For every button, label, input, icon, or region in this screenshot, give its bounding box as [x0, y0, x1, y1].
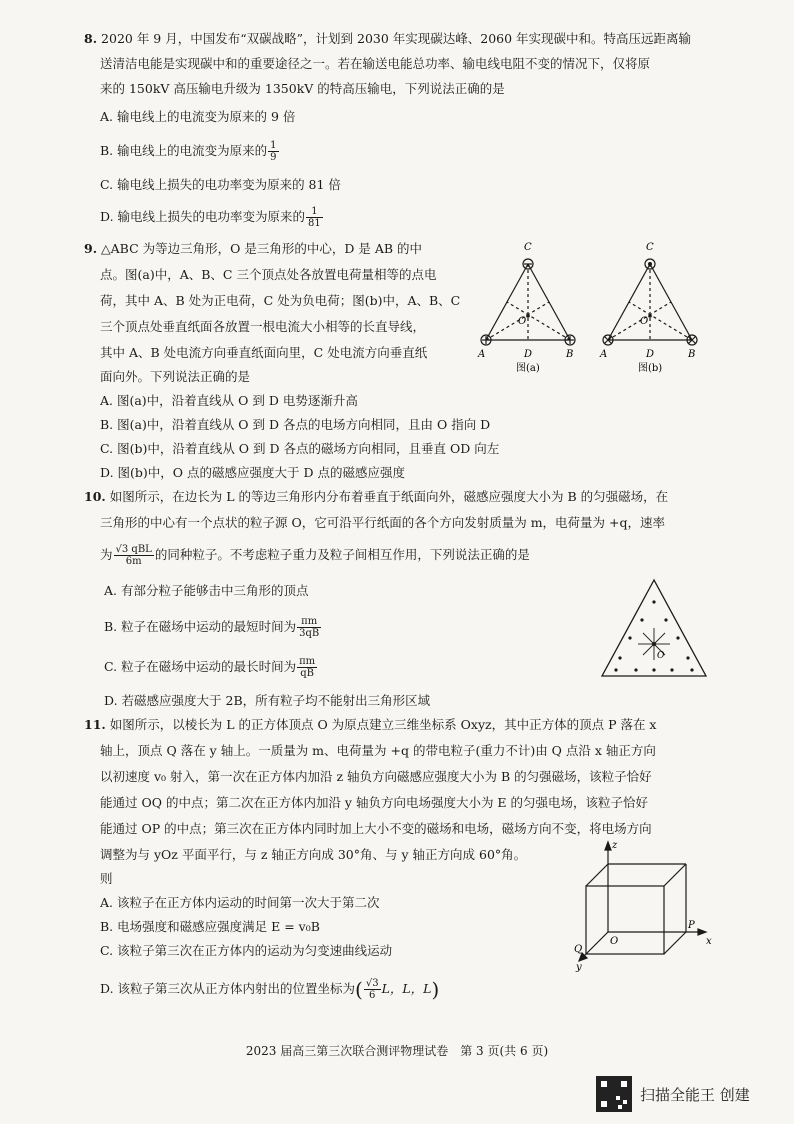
q11-left-paren: ( — [355, 977, 363, 1002]
q10-speed-fraction — [114, 544, 154, 567]
q11-cube-edge — [664, 932, 686, 954]
q11-cube-edge — [664, 864, 686, 886]
q11-label-o: O — [610, 936, 619, 947]
q11-x-arrow — [698, 929, 706, 935]
q11-option-d-fraction — [364, 978, 381, 1001]
q8-option-b-fraction — [268, 140, 278, 163]
q10-number: 10. — [84, 489, 106, 504]
q8-b-denominator: 9 — [270, 152, 277, 163]
q9a-label-a: A — [478, 349, 486, 360]
q9b-label-a: A — [600, 349, 608, 360]
q10-field-dot — [652, 668, 655, 671]
q9a-label-b: B — [566, 349, 574, 360]
page-footer: 2023 届高三第三次联合测评物理试卷 第 3 页(共 6 页) — [245, 1044, 549, 1058]
q9-option-d: D. 图(b)中，O 点的磁感应强度大于 D 点的磁感应强度 — [100, 465, 405, 480]
q10-option-a: A. 有部分粒子能够击中三角形的顶点 — [104, 583, 309, 598]
q11-figure — [572, 834, 722, 974]
q10-field-dot — [664, 618, 667, 621]
q9a-label-c: C — [524, 242, 532, 253]
q8-option-b-text: B. 输电线上的电流变为原来的 — [100, 143, 268, 158]
q8-d-denominator: 81 — [308, 218, 321, 229]
q10-field-dot — [686, 656, 689, 659]
q10-field-dot — [640, 618, 643, 621]
q10-b-denominator: 3qB — [299, 628, 320, 639]
q8-stem-text1: 2020 年 9 月，中国发布“双碳战略”，计划到 2030 年实现碳达峰、2060 年实现碳中和。特高压远距离输 — [101, 31, 692, 46]
q11-stem-line2: 轴上，顶点 Q 落在 y 轴上。一质量为 m、电荷量为 +q 的带电粒子(重力不计)由 Q 点沿 x 轴正方向 — [100, 743, 656, 758]
q10-stem-text1: 如图所示，在边长为 L 的等边三角形内分布着垂直于纸面向外，磁感应强度大小为 B 的匀强磁场，在 — [109, 489, 669, 504]
q11-option-d — [100, 978, 439, 1001]
q9a-center-dot — [526, 314, 530, 318]
q8-option-b — [100, 140, 280, 163]
q9-stem-text1: △ABC 为等边三角形，O 是三角形的中心，D 是 AB 的中 — [101, 241, 423, 256]
q10-field-dot — [618, 656, 621, 659]
q9b-label-c: C — [646, 242, 654, 253]
q8-number: 8. — [84, 31, 98, 46]
q10-field-dot — [628, 636, 631, 639]
q11-stem-line6: 调整为与 yOz 平面平行，与 z 轴正方向成 30°角、与 y 轴正方向成 60°角。 — [100, 847, 527, 862]
q11-label-p: P — [688, 920, 695, 931]
q11-label-x: x — [706, 936, 712, 947]
q11-label-y: y — [576, 962, 582, 973]
q9-option-b: B. 图(a)中，沿着直线从 O 到 D 各点的电场方向相同，且由 O 指向 D — [100, 417, 491, 432]
q10-option-c-text: C. 粒子在磁场中运动的最长时间为 — [104, 659, 297, 674]
q8-stem-line2: 送清洁电能是实现碳中和的重要途径之一。若在输送电能总功率、输电线电阻不变的情况下，仅将原 — [100, 56, 651, 71]
q10-field-dot — [676, 636, 679, 639]
q11-d-denominator: 6 — [369, 990, 376, 1001]
q8-option-d — [100, 206, 324, 229]
q9-stem-line3: 荷，其中 A、B 处为正电荷，C 处为负电荷；图(b)中，A、B、C — [100, 293, 461, 308]
q10-option-c-fraction — [297, 656, 317, 679]
q11-option-d-text: D. 该粒子第三次从正方体内射出的位置坐标为 — [100, 981, 356, 996]
q9-option-a: A. 图(a)中，沿着直线从 O 到 D 电势逐渐升高 — [100, 393, 358, 408]
q10-field-dot — [634, 668, 637, 671]
q11-option-a: A. 该粒子在正方体内运动的时间第一次大于第二次 — [100, 895, 380, 910]
q10-source-dot — [652, 642, 656, 646]
q10-option-d: D. 若磁感应强度大于 2B，所有粒子均不能射出三角形区域 — [104, 693, 431, 708]
q9-stem-line2: 点。图(a)中，A、B、C 三个顶点处各放置电荷量相等的点电 — [100, 267, 437, 282]
q10-speed-numerator: √3 qBL — [115, 544, 152, 555]
q8-stem-line3: 来的 150kV 高压输电升级为 1350kV 的特高压输电，下列说法正确的是 — [100, 81, 505, 96]
q11-stem-line5: 能通过 OP 的中点；第三次在正方体内同时加上大小不变的磁场和电场，磁场方向不变，将电场方向 — [100, 821, 652, 836]
q10-stem3-pre: 为 — [100, 547, 113, 562]
q10-stem-line3 — [100, 544, 530, 567]
q9-stem-line4: 三个顶点处垂直纸面各放置一根电流大小相等的长直导线， — [100, 319, 426, 334]
q10-field-dot — [670, 668, 673, 671]
q11-stem-line7: 则 — [100, 871, 113, 886]
q8-stem-line1 — [84, 30, 691, 48]
q9b-label-b: B — [688, 349, 696, 360]
qr-code-icon — [596, 1076, 632, 1112]
q11-option-b: B. 电场强度和磁感应强度满足 E = v₀B — [100, 919, 320, 934]
q8-d-numerator: 1 — [306, 206, 323, 218]
q10-stem3-post: 的同种粒子。不考虑粒子重力及粒子间相互作用，下列说法正确的是 — [154, 547, 530, 562]
q11-stem-line1 — [84, 716, 656, 734]
q9-figure-b — [596, 236, 706, 376]
q9a-label-o: O — [518, 316, 527, 327]
q10-option-b-text: B. 粒子在磁场中运动的最短时间为 — [104, 619, 297, 634]
q10-stem-line2: 三角形的中心有一个点状的粒子源 O，它可沿平行纸面的各个方向发射质量为 m，电荷量为 +q，速率 — [100, 515, 665, 530]
q10-option-b-fraction — [297, 616, 321, 639]
q10-ray — [643, 633, 654, 644]
q8-option-c: C. 输电线上损失的电功率变为原来的 81 倍 — [100, 177, 341, 192]
q9-stem-line5: 其中 A、B 处电流方向垂直纸面向里，C 处电流方向垂直纸 — [100, 345, 428, 360]
q10-ray — [643, 644, 654, 655]
q10-field-dot — [652, 600, 655, 603]
q9b-label-d: D — [646, 349, 655, 360]
q11-cube-front-face — [586, 886, 664, 954]
q11-label-q: Q — [574, 944, 583, 955]
q11-right-paren: ) — [431, 977, 440, 1002]
q10-option-b — [104, 616, 322, 639]
q8-b-numerator: 1 — [270, 140, 277, 151]
q9b-label-o: O — [640, 316, 649, 327]
q10-speed-denominator: 6m — [125, 556, 142, 567]
q10-field-dot — [614, 668, 617, 671]
q11-number: 11. — [84, 717, 106, 732]
q11-stem-text1: 如图所示，以棱长为 L 的正方体顶点 O 为原点建立三维坐标系 Oxyz，其中正方体的顶点 P 落在 x — [109, 717, 657, 732]
q11-label-z: z — [612, 840, 618, 851]
q10-option-c — [104, 656, 318, 679]
q11-stem-line4: 能通过 OQ 的中点；第二次在正方体内加沿 y 轴负方向电场强度大小为 E 的匀强电场，该粒子恰好 — [100, 795, 649, 810]
q9-figure-a — [474, 236, 584, 376]
q9-stem-line6: 面向外。下列说法正确的是 — [100, 369, 251, 384]
q10-figure — [594, 572, 714, 692]
q9-stem-line1 — [84, 240, 422, 258]
q10-c-denominator: qB — [300, 668, 314, 679]
q10-c-numerator: πm — [299, 656, 316, 667]
q8-option-a: A. 输电线上的电流变为原来的 9 倍 — [100, 109, 296, 124]
q10-ray — [654, 633, 665, 644]
q10-b-numerator: πm — [297, 616, 321, 628]
q9a-caption: 图(a) — [516, 363, 540, 374]
q9b-center-dot — [648, 314, 652, 318]
q9-option-c: C. 图(b)中，沿着直线从 O 到 D 各点的磁场方向相同，且垂直 OD 向左 — [100, 441, 500, 456]
q8-option-d-text: D. 输电线上损失的电功率变为原来的 — [100, 209, 306, 224]
scanner-watermark-text: 扫描全能王 创建 — [640, 1086, 750, 1104]
q11-z-arrow — [605, 842, 611, 850]
q11-cube-edge — [586, 864, 608, 886]
q10-stem-line1 — [84, 488, 668, 506]
q11-option-c: C. 该粒子第三次在正方体内的运动为匀变速曲线运动 — [100, 943, 393, 958]
q11-d-numerator: √3 — [365, 978, 379, 989]
q11-d-coords: L，L，L — [381, 981, 432, 996]
q11-stem-line3: 以初速度 v₀ 射入，第一次在正方体内加沿 z 轴负方向磁感应强度大小为 B 的匀强磁场，该粒子恰好 — [100, 769, 652, 784]
q9-number: 9. — [84, 241, 98, 256]
q9b-dot-out-c — [648, 262, 652, 266]
q9a-label-d: D — [524, 349, 533, 360]
q10-field-dot — [690, 668, 693, 671]
q8-option-d-fraction — [306, 206, 323, 229]
q9b-caption: 图(b) — [638, 363, 663, 374]
q10-label-o: O — [657, 651, 665, 661]
